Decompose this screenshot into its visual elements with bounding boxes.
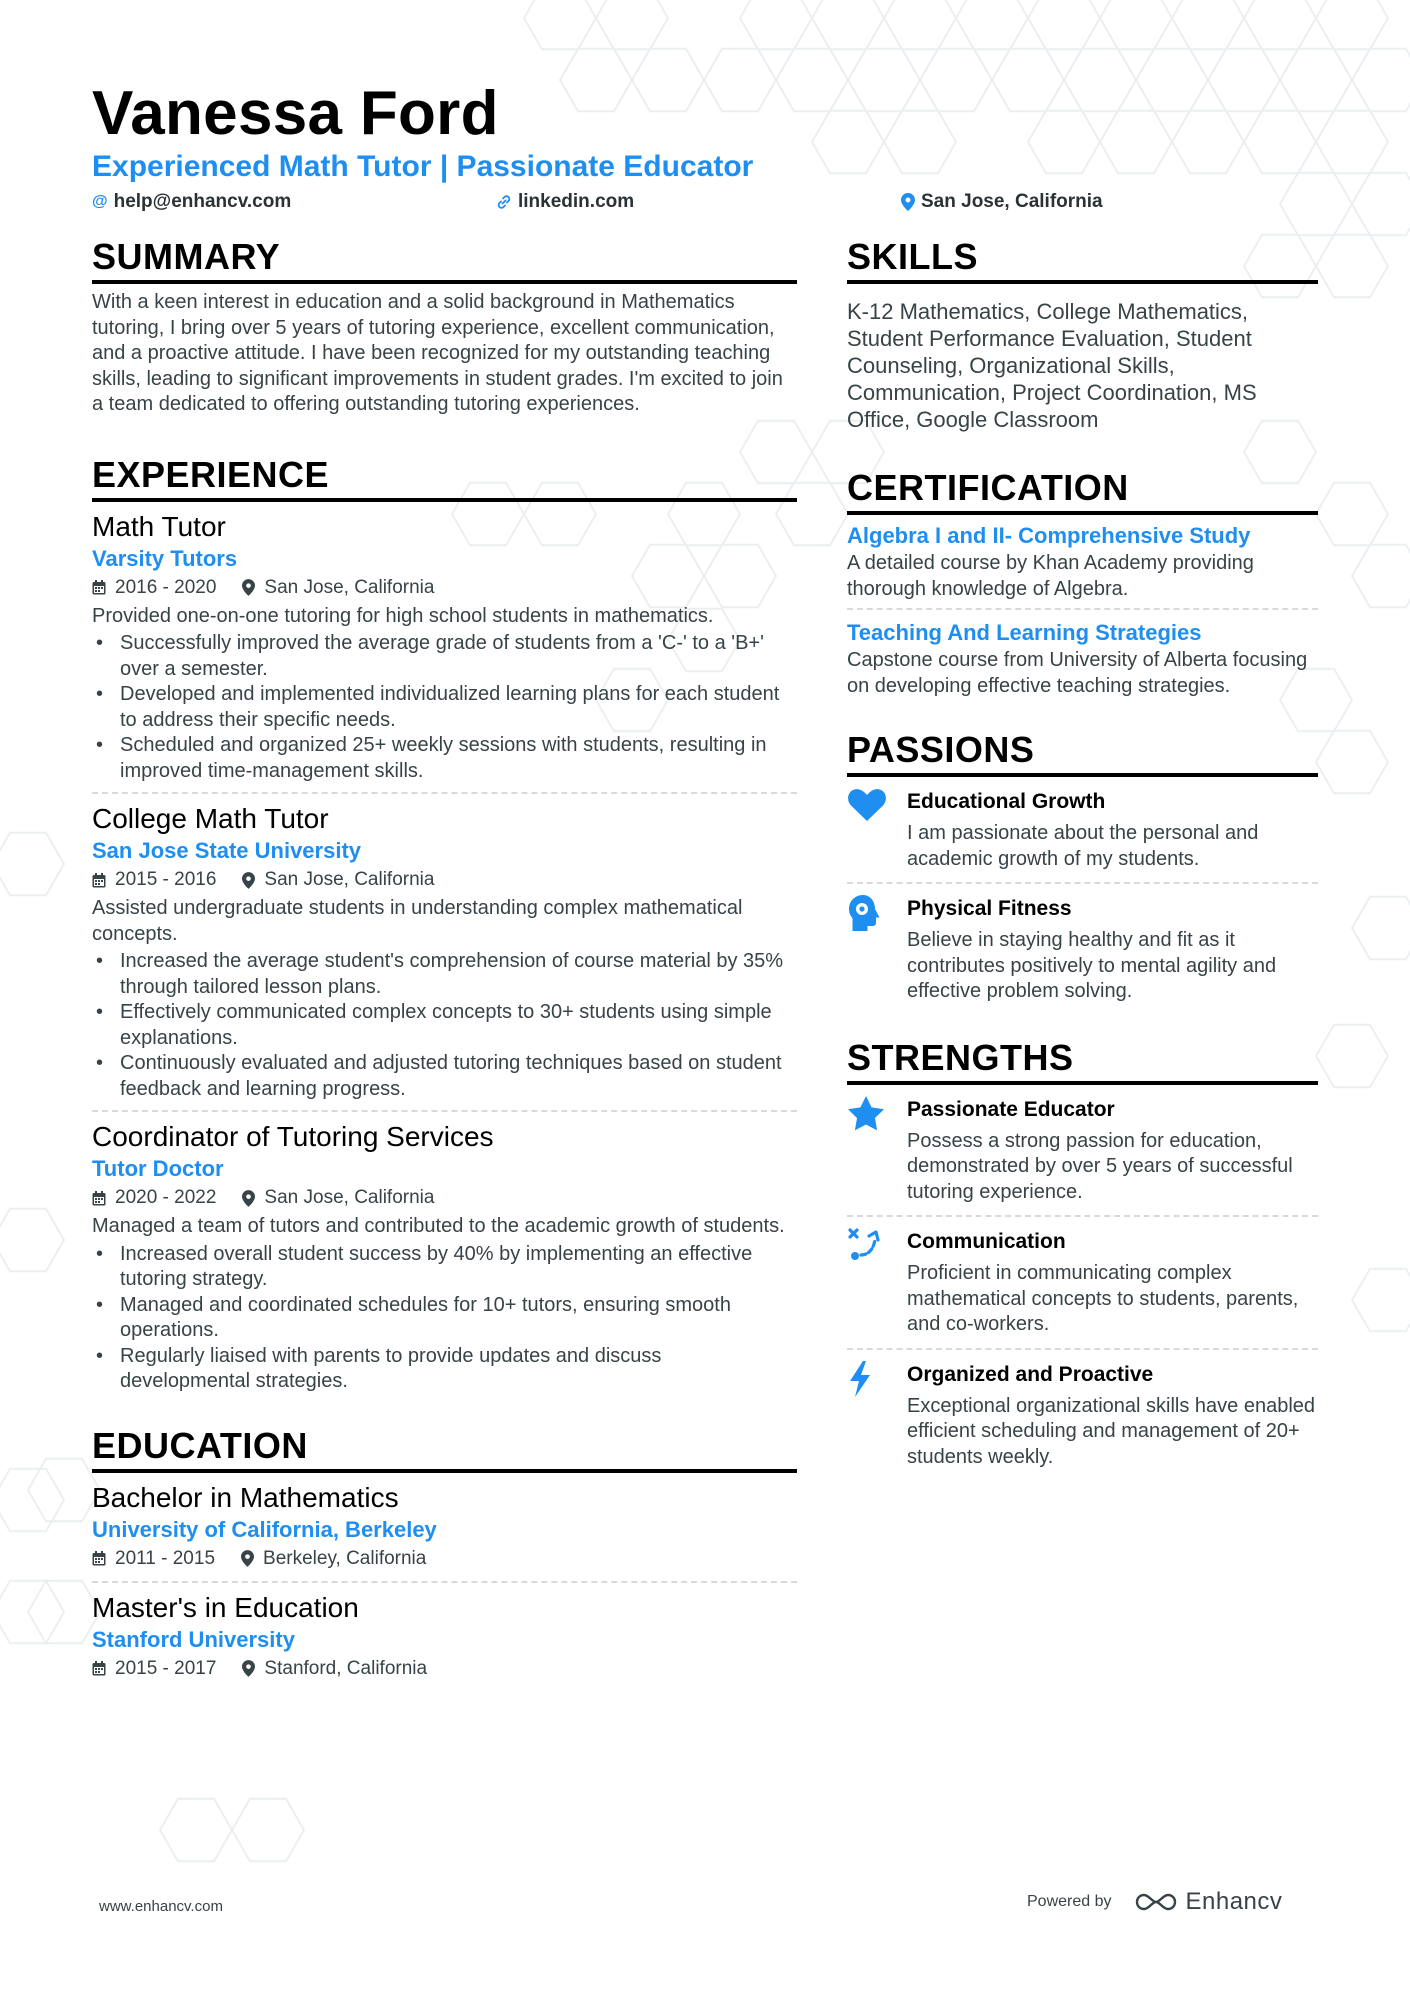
calendar-icon	[92, 1661, 106, 1676]
education-entry	[92, 1581, 797, 1691]
entry-title: Passionate Educator	[907, 1097, 1115, 1121]
candidate-name: Vanessa Ford	[92, 79, 499, 148]
education-entry	[92, 1481, 797, 1581]
location-text: San Jose, California	[264, 1187, 435, 1208]
strengths-entry	[847, 1215, 1318, 1348]
contact-linkedin[interactable]: linkedin.com	[496, 191, 634, 213]
job-description: Provided one-on-one tutoring for high school students in mathematics.	[92, 604, 714, 627]
company-name: San Jose State University	[92, 838, 362, 863]
achievement-item: • Scheduled and organized 25+ weekly sessions with students, resulting in improved time-management skills.	[92, 733, 797, 784]
location	[241, 1545, 426, 1573]
achievement-item: • Successfully improved the average grade of students from a 'C-' to a 'B+' over a semester.	[92, 631, 797, 682]
passions-section	[847, 729, 1318, 1015]
entry-body	[907, 1360, 1318, 1471]
certification-entry	[847, 515, 1318, 608]
section-title-summary: SUMMARY	[92, 236, 797, 284]
entry-description: Proficient in communicating complex mathematical concepts to students, parents, and co-workers.	[907, 1262, 1299, 1335]
meta-row	[92, 1184, 797, 1212]
date-range	[92, 574, 216, 602]
entry-body	[907, 1227, 1318, 1338]
job-description: Assisted undergraduate students in understanding complex mathematical concepts.	[92, 897, 743, 945]
head-icon	[847, 894, 907, 1005]
skills-text: K-12 Mathematics, College Mathematics, Student Performance Evaluation, Student Counseling, Organizational Skills, Communication, Project Coordination, MS Office, Google Classroom	[847, 299, 1257, 432]
job-title: Math Tutor	[92, 510, 226, 542]
company-name: Varsity Tutors	[92, 545, 238, 571]
school-name: Stanford University	[92, 1626, 295, 1652]
dates-text: 2020 - 2022	[115, 1187, 217, 1208]
entry-description: Possess a strong passion for education, demonstrated by over 5 years of successful tutoring experience.	[907, 1129, 1293, 1203]
summary-text: With a keen interest in education and a solid background in Mathematics tutoring, I bring over 5 years of tutoring experience, excellent communication, and a proactive attitude. I have been recognized for my outstanding teaching skills, leading to significant improvements in student grades. I'm excited to join a team dedicated to offering outstanding tutoring experiences.	[92, 291, 783, 415]
location	[242, 866, 434, 894]
entry-title: Physical Fitness	[907, 897, 1072, 920]
certification-list	[847, 515, 1318, 705]
passions-entry	[847, 882, 1318, 1015]
dates-text: 2015 - 2017	[115, 1657, 217, 1679]
experience-list	[92, 510, 797, 1403]
entry-body	[907, 787, 1318, 872]
location-text: Berkeley, California	[263, 1547, 427, 1569]
location-text: San Jose, California	[264, 576, 435, 598]
job-title: College Math Tutor	[92, 803, 329, 834]
calendar-icon	[92, 580, 106, 595]
map-pin-icon	[242, 872, 255, 889]
strengths-entry	[847, 1085, 1318, 1216]
map-pin-icon	[901, 193, 915, 211]
experience-entry	[92, 1110, 797, 1403]
strengths-list	[847, 1085, 1318, 1481]
location-text: San Jose, California	[264, 869, 435, 890]
job-description: Managed a team of tutors and contributed to the academic growth of students.	[92, 1215, 785, 1237]
section-title-certification: CERTIFICATION	[847, 467, 1318, 515]
location	[242, 1655, 427, 1683]
meta-row	[92, 1655, 797, 1683]
experience-entry	[92, 510, 797, 793]
dates-text: 2015 - 2016	[115, 869, 217, 890]
location	[242, 1184, 434, 1212]
at-icon: @	[92, 192, 108, 210]
job-title: Coordinator of Tutoring Services	[92, 1121, 494, 1152]
right-column	[847, 236, 1318, 1480]
calendar-icon	[92, 1551, 106, 1566]
meta-row	[92, 1545, 797, 1573]
degree-title: Master's in Education	[92, 1591, 359, 1623]
strengths-entry	[847, 1348, 1318, 1481]
education-section	[92, 1425, 797, 1691]
entry-body	[907, 894, 1318, 1005]
certification-description: A detailed course by Khan Academy providing thorough knowledge of Algebra.	[847, 552, 1254, 600]
achievement-item: • Continuously evaluated and adjusted tutoring techniques based on student feedback and learning progress.	[92, 1051, 797, 1102]
link-icon	[496, 194, 512, 210]
calendar-icon	[92, 873, 106, 888]
heart-icon	[847, 787, 907, 872]
date-range	[92, 1655, 216, 1683]
footer-branding	[1027, 1888, 1282, 1916]
strategy-icon	[847, 1227, 907, 1338]
entry-description: Believe in staying healthy and fit as it contributes positively to mental agility and effective problem solving.	[907, 929, 1277, 1002]
certification-title: Algebra I and II- Comprehensive Study	[847, 523, 1251, 548]
map-pin-icon	[242, 1190, 255, 1207]
calendar-icon	[92, 1191, 106, 1206]
left-column	[92, 236, 797, 1691]
achievement-item: • Regularly liaised with parents to provide updates and discuss developmental strategies.	[92, 1344, 797, 1395]
section-title-skills: SKILLS	[847, 236, 1318, 284]
strengths-section	[847, 1037, 1318, 1481]
section-title-education: EDUCATION	[92, 1425, 797, 1473]
meta-row	[92, 866, 797, 894]
date-range	[92, 866, 216, 894]
achievement-item: • Developed and implemented individualized learning plans for each student to address their specific needs.	[92, 682, 797, 733]
entry-description: I am passionate about the personal and academic growth of my students.	[907, 822, 1259, 870]
entry-title: Communication	[907, 1230, 1066, 1253]
enhancv-logo-icon	[1134, 1891, 1178, 1913]
certification-entry	[847, 608, 1318, 705]
achievement-list	[92, 631, 797, 784]
contact-email[interactable]: @ help@enhancv.com	[92, 191, 292, 212]
passions-list	[847, 777, 1318, 1015]
meta-row	[92, 574, 797, 602]
experience-entry	[92, 792, 797, 1110]
entry-title: Educational Growth	[907, 790, 1106, 813]
entry-body	[907, 1095, 1318, 1206]
certification-title: Teaching And Learning Strategies	[847, 620, 1202, 645]
experience-section	[92, 454, 797, 1403]
dates-text: 2016 - 2020	[115, 576, 217, 598]
map-pin-icon	[242, 579, 255, 596]
school-name: University of California, Berkeley	[92, 1516, 437, 1542]
achievement-item: • Effectively communicated complex concepts to 30+ students using simple explanations.	[92, 1000, 797, 1051]
entry-description: Exceptional organizational skills have enabled efficient scheduling and management of 20+ students weekly.	[907, 1394, 1316, 1468]
certification-section	[847, 467, 1318, 705]
section-title-experience: EXPERIENCE	[92, 454, 797, 502]
brand-logo[interactable]: Enhancv	[1134, 1888, 1283, 1916]
candidate-headline: Experienced Math Tutor | Passionate Educator	[92, 150, 754, 183]
map-pin-icon	[241, 1550, 254, 1567]
education-list	[92, 1481, 797, 1691]
dates-text: 2011 - 2015	[115, 1547, 216, 1569]
certification-description: Capstone course from University of Alberta focusing on developing effective teaching strategies.	[847, 649, 1308, 697]
entry-title: Organized and Proactive	[907, 1362, 1154, 1386]
star-icon	[847, 1095, 907, 1206]
achievement-item: • Increased overall student success by 40% by implementing an effective tutoring strategy.	[92, 1242, 797, 1293]
contact-location: San Jose, California	[901, 191, 1103, 213]
summary-section	[92, 236, 797, 418]
achievement-list	[92, 1242, 797, 1395]
skills-section	[847, 236, 1318, 433]
date-range	[92, 1545, 215, 1573]
degree-title: Bachelor in Mathematics	[92, 1481, 399, 1513]
company-name: Tutor Doctor	[92, 1156, 224, 1181]
passions-entry	[847, 777, 1318, 882]
date-range	[92, 1184, 216, 1212]
achievement-item: • Managed and coordinated schedules for 10+ tutors, ensuring smooth operations.	[92, 1293, 797, 1344]
map-pin-icon	[242, 1660, 255, 1677]
location	[242, 574, 434, 602]
section-title-passions: PASSIONS	[847, 729, 1318, 777]
bolt-icon	[847, 1360, 907, 1471]
section-title-strengths: STRENGTHS	[847, 1037, 1318, 1085]
powered-by-label: Powered by	[1027, 1893, 1112, 1910]
footer-website[interactable]: www.enhancv.com	[99, 1898, 223, 1915]
achievement-item: • Increased the average student's comprehension of course material by 35% through tailored lesson plans.	[92, 949, 797, 1000]
achievement-list	[92, 949, 797, 1102]
location-text: Stanford, California	[264, 1657, 428, 1679]
